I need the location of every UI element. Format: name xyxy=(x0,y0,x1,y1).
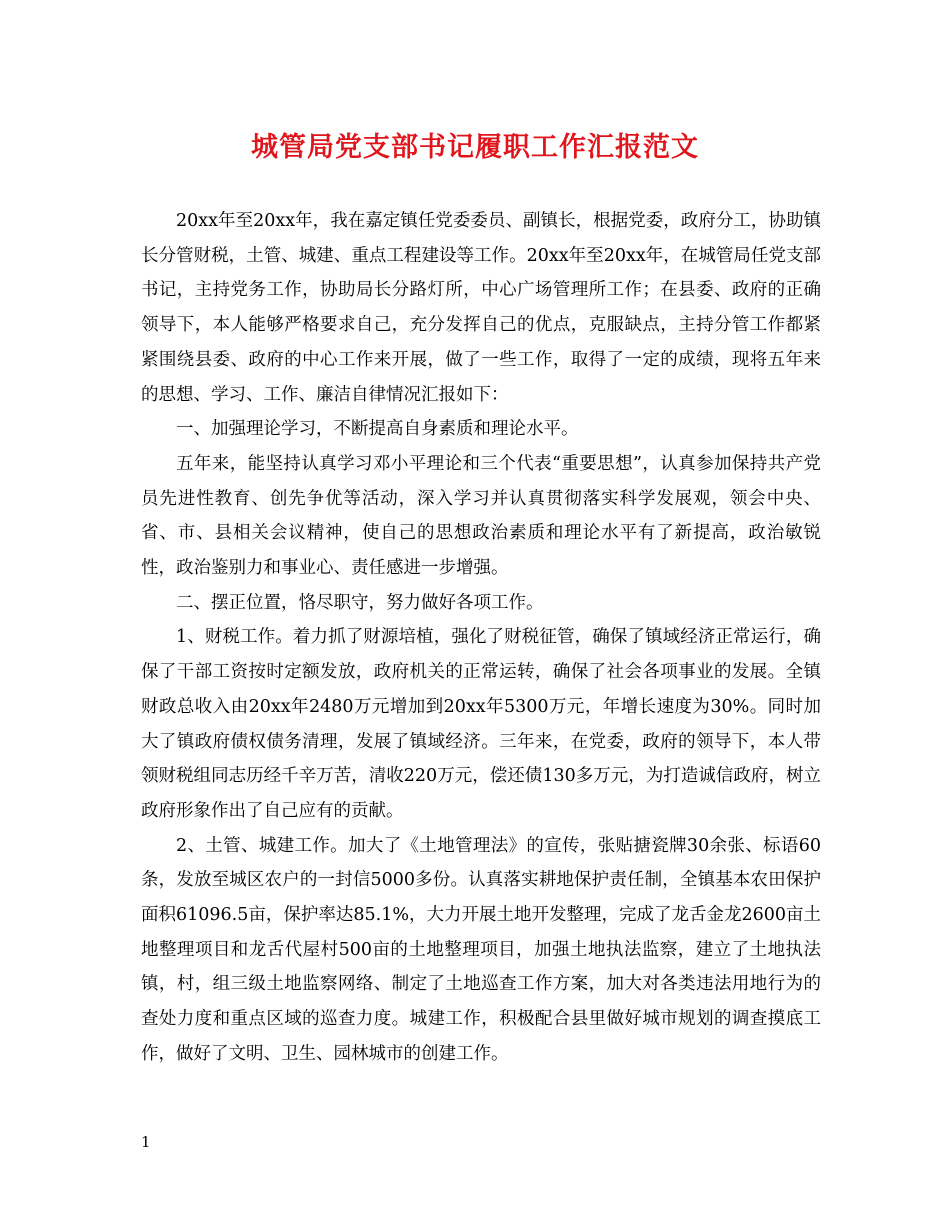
heading-section-2: 二、摆正位置，恪尽职守，努力做好各项工作。 xyxy=(176,592,544,613)
document-title: 城管局党支部书记履职工作汇报范文 xyxy=(251,132,699,163)
heading-section-1: 一、加强理论学习，不断提高自身素质和理论水平。 xyxy=(176,419,579,440)
paragraph-theory-study: 五年来，能坚持认真学习邓小平理论和三个代表“重要思想”，认真参加保持共产党员先进性教育、创先争优等活动，深入学习并认真贯彻落实科学发展观，领会中央、省、市、县相关会议精神，使自己的思想政治素质和理论水平有了新提高，政治敏锐性，政治鉴别力和事业心、责任感进一步增强。 xyxy=(141,453,821,579)
paragraph-finance-tax: 1、财税工作。着力抓了财源培植，强化了财税征管，确保了镇域经济正常运行，确保了干部工资按时定额发放，政府机关的正常运转，确保了社会各项事业的发展。全镇财政总收入由20xx年2480万元增加到20xx年5300万元，年增长速度为30%。同时加大了镇政府债权债务清理，发展了镇域经济。三年来，在党委，政府的领导下，本人带领财税组同志历经千辛万苦，清收220万元，偿还债130多万元，为打造诚信政府，树立政府形象作出了自己应有的贡献。 xyxy=(141,627,821,821)
page-number: 1 xyxy=(141,1133,151,1151)
paragraph-land-construction: 2、土管、城建工作。加大了《土地管理法》的宣传，张贴搪瓷牌30余张、标语60条，发放至城区农户的一封信5000多份。认真落实耕地保护责任制，全镇基本农田保护面积61096.5亩，保护率达85.1%，大力开展土地开发整理，完成了龙舌金龙2600亩土地整理项目和龙舌代屋村500亩的土地整理项目，加强土地执法监察，建立了土地执法镇，村，组三级土地监察网络、制定了土地巡查工作方案，加大对各类违法用地行为的查处力度和重点区域的巡查力度。城建工作，积极配合县里做好城市规划的调查摸底工作，做好了文明、卫生、园林城市的创建工作。 xyxy=(141,835,821,1064)
paragraph-intro: 20xx年至20xx年，我在嘉定镇任党委委员、副镇长，根据党委，政府分工，协助镇长分管财税，土管、城建、重点工程建设等工作。20xx年至20xx年，在城管局任党支部书记，主持党务工作，协助局长分路灯所，中心广场管理所工作；在县委、政府的正确领导下，本人能够严格要求自己，充分发挥自己的优点，克服缺点，主持分管工作都紧紧围绕县委、政府的中心工作来开展，做了一些工作，取得了一定的成绩，现将五年来的思想、学习、工作、廉洁自律情况汇报如下： xyxy=(141,211,821,405)
document-body xyxy=(141,204,821,1072)
